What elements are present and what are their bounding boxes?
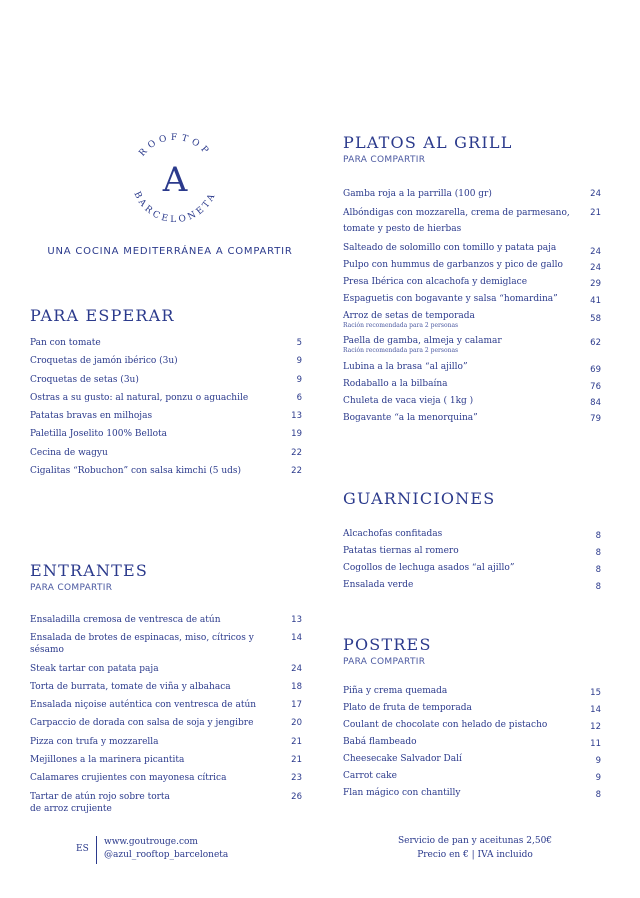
item-price: 22 <box>291 466 302 477</box>
item-name: Coulant de chocolate con helado de pistacho <box>343 720 548 730</box>
item-name: Ensalada verde <box>343 580 414 590</box>
footer-links <box>104 836 228 862</box>
item-name: Cogollos de lechuga asados “al ajillo” <box>343 563 515 573</box>
section-title-entrantes: ENTRANTES <box>30 561 149 580</box>
menu-item <box>30 736 302 748</box>
item-price: 20 <box>291 718 302 729</box>
menu-item <box>30 614 302 626</box>
item-price: 84 <box>590 398 601 408</box>
item-name: Salteado de solomillo con tomillo y patata paja <box>343 243 557 253</box>
item-price: 19 <box>291 429 302 440</box>
section-title-postres: POSTRES <box>343 635 432 654</box>
item-name: Paella de gamba, almeja y calamar <box>343 336 502 346</box>
item-price: 21 <box>291 736 302 747</box>
item-price: 24 <box>291 663 302 674</box>
menu-item <box>343 787 601 799</box>
footer-notes <box>380 834 570 862</box>
item-name: Tartar de atún rojo sobre torta <box>30 791 170 802</box>
item-name: Babá flambeado <box>343 737 417 747</box>
logo-emblem <box>120 124 230 234</box>
item-name: Carrot cake <box>343 771 397 781</box>
item-name: Ensalada de brotes de espinacas, miso, cítricos y sésamo <box>30 633 254 656</box>
menu-item <box>343 545 601 557</box>
menu-item <box>30 465 302 477</box>
item-name: Gamba roja a la parrilla (100 gr) <box>343 189 492 199</box>
item-price: 8 <box>595 790 601 800</box>
section-title-guarniciones: GUARNICIONES <box>343 489 496 508</box>
item-price: 9 <box>595 773 601 783</box>
item-name: Paletilla Joselito 100% Bellota <box>30 429 168 440</box>
item-price: 8 <box>595 565 601 575</box>
section-title-platos-al-grill: PLATOS AL GRILL <box>343 133 513 152</box>
item-price: 8 <box>595 531 601 541</box>
website-link[interactable]: www.goutrouge.com <box>104 837 198 847</box>
menu-item <box>343 361 601 373</box>
item-name: Flan mágico con chantilly <box>343 788 461 798</box>
item-price: 79 <box>590 414 601 424</box>
item-name: Calamares crujientes con mayonesa cítrica <box>30 773 227 784</box>
item-price: 41 <box>590 296 601 306</box>
section-subtitle-postres: PARA COMPARTIR <box>343 657 426 667</box>
logo-arc-bottom: BARCELONETA <box>131 190 219 226</box>
menu-item <box>30 447 302 459</box>
menu-item <box>343 310 601 330</box>
menu-item <box>343 395 601 407</box>
item-name: Ostras a su gusto: al natural, ponzu o aguachile <box>30 392 249 403</box>
menu-item <box>343 719 601 731</box>
menu-item <box>30 772 302 784</box>
item-price: 9 <box>296 374 302 385</box>
item-name: Carpaccio de dorada con salsa de soja y jengibre <box>30 718 254 729</box>
menu-item <box>343 528 601 540</box>
item-price: 8 <box>595 548 601 558</box>
item-price: 29 <box>590 279 601 289</box>
menu-item <box>30 428 302 440</box>
instagram-link[interactable]: @azul_rooftop_barceloneta <box>104 850 229 860</box>
menu-item <box>30 681 302 693</box>
item-name: Steak tartar con patata paja <box>30 663 159 674</box>
item-price: 21 <box>291 755 302 766</box>
item-price: 24 <box>590 189 601 199</box>
menu-item <box>343 412 601 424</box>
item-name: Rodaballo a la bilbaína <box>343 379 448 389</box>
item-name: Mejillones a la marinera picantita <box>30 755 185 766</box>
language-label[interactable]: ES <box>76 844 89 854</box>
section-subtitle-platos-al-grill: PARA COMPARTIR <box>343 155 426 165</box>
item-name: Cigalitas “Robuchon” con salsa kimchi (5 uds) <box>30 466 242 477</box>
menu-list-guarniciones <box>343 528 601 591</box>
menu-item <box>343 276 601 288</box>
logo-letter: A <box>162 160 188 200</box>
item-price: 21 <box>590 208 601 218</box>
item-price: 18 <box>291 681 302 692</box>
logo-arc-top: ROOFTOP <box>137 132 213 159</box>
item-price: 62 <box>590 338 601 348</box>
menu-item <box>30 355 302 367</box>
item-note: Ración recomendada para 2 personas <box>343 322 459 329</box>
item-name: Albóndigas con mozzarella, crema de parmesano, <box>343 208 570 218</box>
item-price: 11 <box>590 739 601 749</box>
item-name: Croquetas de setas (3u) <box>30 374 139 385</box>
section-subtitle-entrantes: PARA COMPARTIR <box>30 583 113 593</box>
item-name: Bogavante “a la menorquina” <box>343 413 478 423</box>
menu-item <box>343 702 601 714</box>
item-name: Alcachofas confitadas <box>343 529 443 539</box>
item-price: 69 <box>590 365 601 375</box>
menu-item <box>343 259 601 271</box>
menu-item <box>30 699 302 711</box>
brand-logo <box>120 124 230 234</box>
menu-item <box>30 410 302 422</box>
item-price: 9 <box>296 356 302 367</box>
menu-item <box>30 392 302 404</box>
menu-item <box>30 337 302 349</box>
item-price: 24 <box>590 263 601 273</box>
item-price: 24 <box>590 247 601 257</box>
menu-item <box>343 579 601 591</box>
item-name: Plato de fruta de temporada <box>343 703 472 713</box>
menu-item <box>343 188 601 200</box>
item-name: Ensalada niçoise auténtica con ventresca de atún <box>30 700 257 711</box>
menu-item <box>30 632 302 656</box>
item-name: Pan con tomate <box>30 338 101 348</box>
item-name: Patatas bravas en milhojas <box>30 411 153 422</box>
item-price: 76 <box>590 382 601 392</box>
item-price: 22 <box>291 447 302 458</box>
item-name: Chuleta de vaca vieja ( 1kg ) <box>343 396 474 406</box>
menu-item <box>343 736 601 748</box>
item-name: Piña y crema quemada <box>343 686 448 696</box>
item-price: 23 <box>291 773 302 784</box>
tagline: UNA COCINA MEDITERRÁNEA A COMPARTIR <box>47 246 293 257</box>
item-name: Pulpo con hummus de garbanzos y pico de gallo <box>343 260 563 270</box>
menu-item <box>343 293 601 305</box>
menu-item <box>343 770 601 782</box>
item-price: 26 <box>291 791 302 802</box>
item-price: 13 <box>291 615 302 625</box>
item-name: Ensaladilla cremosa de ventresca de atún <box>30 615 221 625</box>
menu-item <box>30 663 302 675</box>
item-name: Patatas tiernas al romero <box>343 546 459 556</box>
tax-note: Precio en € | IVA incluido <box>417 850 533 860</box>
item-price: 58 <box>590 314 601 324</box>
item-price: 9 <box>595 756 601 766</box>
item-name: Cheesecake Salvador Dalí <box>343 754 462 764</box>
menu-item <box>30 754 302 766</box>
item-name: Cecina de wagyu <box>30 447 108 458</box>
item-name: Croquetas de jamón ibérico (3u) <box>30 356 178 367</box>
item-name: Arroz de setas de temporada <box>343 311 475 321</box>
item-name-line2: tomate y pesto de hierbas <box>343 224 462 234</box>
item-name: Torta de burrata, tomate de viña y albahaca <box>30 681 231 692</box>
item-name: Pizza con trufa y mozzarella <box>30 736 159 747</box>
item-price: 8 <box>595 582 601 592</box>
item-price: 12 <box>590 722 601 732</box>
menu-item <box>343 753 601 765</box>
menu-list-entrantes <box>30 614 302 815</box>
item-name: Lubina a la brasa “al ajillo” <box>343 362 468 372</box>
item-price: 15 <box>590 688 601 698</box>
menu-item <box>30 374 302 386</box>
item-price: 17 <box>291 700 302 711</box>
menu-item <box>343 335 601 355</box>
item-note: Ración recomendada para 2 personas <box>343 347 459 354</box>
item-price: 5 <box>296 338 302 348</box>
menu-item <box>343 242 601 257</box>
item-name-line2: de arroz crujiente <box>30 803 112 814</box>
item-price: 14 <box>590 705 601 715</box>
section-title-para-esperar: PARA ESPERAR <box>30 306 175 325</box>
menu-item <box>343 685 601 697</box>
item-price: 6 <box>296 392 302 403</box>
menu-item <box>343 378 601 390</box>
item-name: Espaguetis con bogavante y salsa “homardina” <box>343 294 558 304</box>
menu-list-platos-al-grill <box>343 188 601 424</box>
item-price: 14 <box>291 633 302 644</box>
menu-list-postres <box>343 685 601 799</box>
menu-item <box>343 562 601 574</box>
menu-item <box>30 717 302 729</box>
footer-divider <box>96 836 97 864</box>
item-price: 13 <box>291 411 302 422</box>
menu-list-para-esperar <box>30 337 302 477</box>
item-name: Presa Ibérica con alcachofa y demiglace <box>343 277 528 287</box>
menu-item <box>30 791 302 815</box>
menu-item <box>343 205 601 237</box>
service-note: Servicio de pan y aceitunas 2,50€ <box>397 836 553 846</box>
